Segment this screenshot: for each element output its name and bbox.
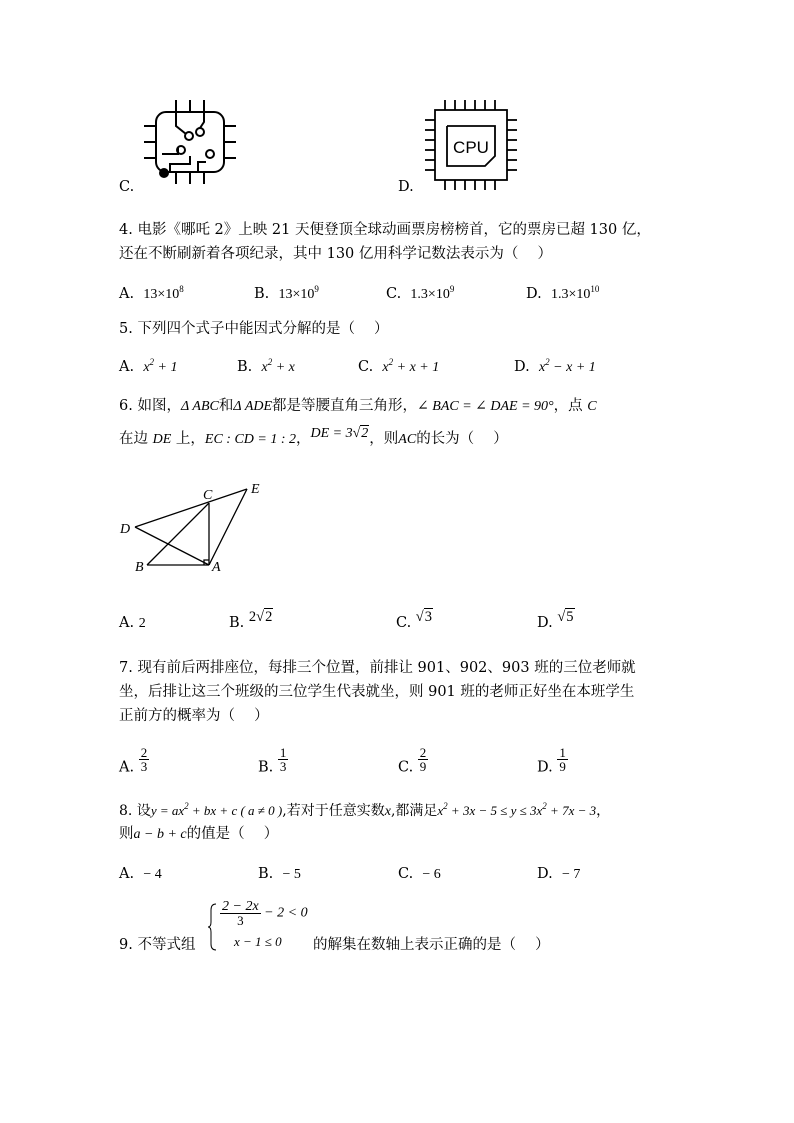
option-label: B. [258,759,274,776]
expr-head: x [538,360,546,375]
fig-label-b: B [135,560,144,575]
q8-line-2 [119,823,278,846]
base: 10 [576,287,591,302]
exponent: 2 [184,801,189,811]
q7-option-a [119,746,149,779]
denominator: 9 [419,759,427,774]
q6-triangle-figure [115,475,275,575]
times: × [568,287,577,302]
q4-option-c [386,283,454,306]
angle-equation: ∠ BAC = ∠ DAE = 90° [417,399,554,414]
option-value: − 4 [143,867,162,882]
option-value: − 6 [422,867,441,882]
triangle-ade: Δ ADE [233,399,273,414]
exponent: 9 [449,284,455,294]
q8-option-d [537,863,580,886]
ineq-part: + 7x − 3 [546,803,597,818]
option-label: A. [119,615,135,631]
option-label: C. [398,866,414,882]
q4-line-1: 4. 电影《哪吒 2》上映 21 天便登顶全球动画票房榜榜首，它的票房已超 130 亿， [119,222,651,238]
numerator: 2 − 2x [222,899,259,914]
q9-ineq-1 [220,900,308,927]
q9-ineq-2: x − 1 ≤ 0 [234,934,282,949]
denominator: 9 [559,759,566,774]
option-label: A. [119,866,135,882]
q7-line-3: 正前方的概率为（ ） [119,708,269,724]
function-tail: + bx + c ( a ≠ 0 ) [188,803,283,818]
variable-x: x [384,804,391,819]
exponent: 8 [179,284,184,294]
ineq-part: x [437,803,444,818]
option-label: D. [537,866,553,882]
point-c: C [587,399,597,414]
exponent: 2 [267,357,273,367]
q9-prefix: 9. 不等式组 [119,937,196,953]
exponent: 9 [314,284,319,294]
q7-line-2: 坐，后排让这三个班级的三位学生代表就坐，则 901 班的老师正好坐在本班学生 [119,684,635,700]
q6-option-c: C. √3 [396,609,433,631]
option-value: − 7 [561,867,581,882]
mantissa: 13 [278,287,293,302]
q9-suffix: 的解集在数轴上表示正确的是（ ） [313,937,550,953]
mantissa: 13 [143,287,158,302]
q6-text: ，点 [553,398,583,414]
q5-option-d [514,356,596,379]
segment-ac: AC [398,432,417,447]
option-label: C. [358,359,374,375]
q6-text: ，则 [369,431,399,447]
radicand: 5 [566,609,574,625]
q6-text: 上， [175,431,205,447]
option-value: − 5 [282,867,301,882]
triangle-abc: Δ ABC [180,399,219,414]
option-label: B. [254,286,270,302]
q5-option-b [237,356,295,379]
q6-text: 都是等腰直角三角形， [272,398,418,414]
expr-tail: + x [272,360,295,375]
ineq-part: + 3x − 5 ≤ y ≤ 3x [447,803,543,818]
q3-option-d-label: D. [398,179,414,195]
option-label: A. [119,759,135,776]
expr-tail: + 1 [154,360,178,375]
side-de: DE [152,432,172,447]
brace-icon [208,902,218,952]
cpu-chip-icon [423,98,519,192]
q8-line-1 [119,800,610,823]
times: × [427,287,436,302]
q7-option-b [258,746,288,779]
exponent: 2 [545,357,550,367]
q5-option-c [358,356,439,379]
q3-option-c-label: C. [119,179,135,195]
mantissa: 1.3 [550,287,569,302]
q4-line-2: 还在不断刷新着各项纪录，其中 130 亿用科学记数法表示为（ ） [119,246,553,262]
de-equation: DE = 3√2 [310,426,369,441]
exponent: 2 [388,357,394,367]
option-label: C. [398,759,414,776]
radicand: 2 [265,609,273,625]
expression-abc: a − b + c [133,827,187,842]
q6-option-a [119,612,146,635]
q8-option-c [398,863,441,886]
option-value: 2 [138,616,146,631]
de-eq-text: DE = 3 [310,426,353,441]
q5-option-a [119,356,177,379]
fig-label-d: D [120,522,131,537]
coefficient: 2 [248,609,257,625]
base: 10 [300,287,315,302]
denominator: 3 [140,759,148,774]
expr-head: x [143,360,150,375]
exponent: 10 [590,284,600,294]
option-label: A. [119,359,135,375]
exponent: 2 [149,357,155,367]
expr-tail: − x + 1 [549,360,596,375]
q6-option-b: B. 2√2 [229,609,273,631]
option-label: B. [237,359,253,375]
times: × [157,287,166,302]
fig-label-a: A [212,560,221,575]
numerator: 1 [559,745,566,760]
q4-option-b [254,283,319,306]
q6-text: 和 [218,398,234,414]
option-label: B. [229,615,245,631]
fig-label-e: E [251,482,260,497]
q6-option-d: D. √5 [537,609,574,631]
option-label: B. [258,866,274,882]
option-label: D. [526,286,542,302]
option-label: D. [537,759,553,776]
option-label: A. [119,286,135,302]
option-label: C. [396,615,412,631]
q8-text: 则 [119,826,134,842]
radicand: 3 [424,609,433,625]
q6-text: ， [296,431,311,447]
q8-text: 8. 设 [119,803,151,819]
exponent: 2 [542,801,547,811]
de-radicand: 2 [361,426,369,441]
q6-line-1 [119,395,597,418]
q8-text: ， [596,803,611,819]
q8-option-a [119,863,162,886]
q7-option-d [537,746,568,779]
circuit-chip-icon [140,96,240,188]
exponent: 2 [443,801,448,811]
option-label: D. [537,615,553,631]
cpu-chip-text: CPU [453,138,489,157]
q8-text: 的值是（ ） [186,826,279,842]
q4-option-a [119,283,184,306]
q8-text: ,都满足 [390,803,438,819]
q4-option-d [526,283,599,306]
q6-line-2 [119,428,508,451]
numerator: 2 [419,745,427,760]
ineq-tail: − 2 < 0 [260,905,308,921]
q9-inequality-system [208,900,308,952]
times: × [292,287,301,302]
q6-text: 在边 [119,431,148,447]
numerator: 2 [140,745,148,760]
expr-tail: + x + 1 [393,360,440,375]
option-label: D. [514,359,530,375]
q6-text: 的长为（ ） [416,431,508,447]
numerator: 1 [279,745,287,760]
q8-text: ,若对于任意实数 [282,803,385,819]
expr-head: x [382,360,389,375]
expr-head: x [261,360,268,375]
mantissa: 1.3 [410,287,428,302]
q6-text: 6. 如图， [119,398,181,414]
ratio: EC : CD = 1 : 2 [204,432,296,447]
q8-option-b [258,863,301,886]
denominator: 3 [279,759,287,774]
base: 10 [165,287,180,302]
fig-label-c: C [203,488,213,503]
q7-line-1: 7. 现有前后两排座位，每排三个位置，前排让 901、902、903 班的三位老师就 [119,660,636,676]
q7-option-c [398,746,428,779]
option-label: C. [386,286,402,302]
q5-stem: 5. 下列四个式子中能因式分解的是（ ） [119,321,389,337]
base: 10 [435,287,450,302]
denominator: 3 [237,913,244,928]
function-head: y = ax [150,803,185,818]
